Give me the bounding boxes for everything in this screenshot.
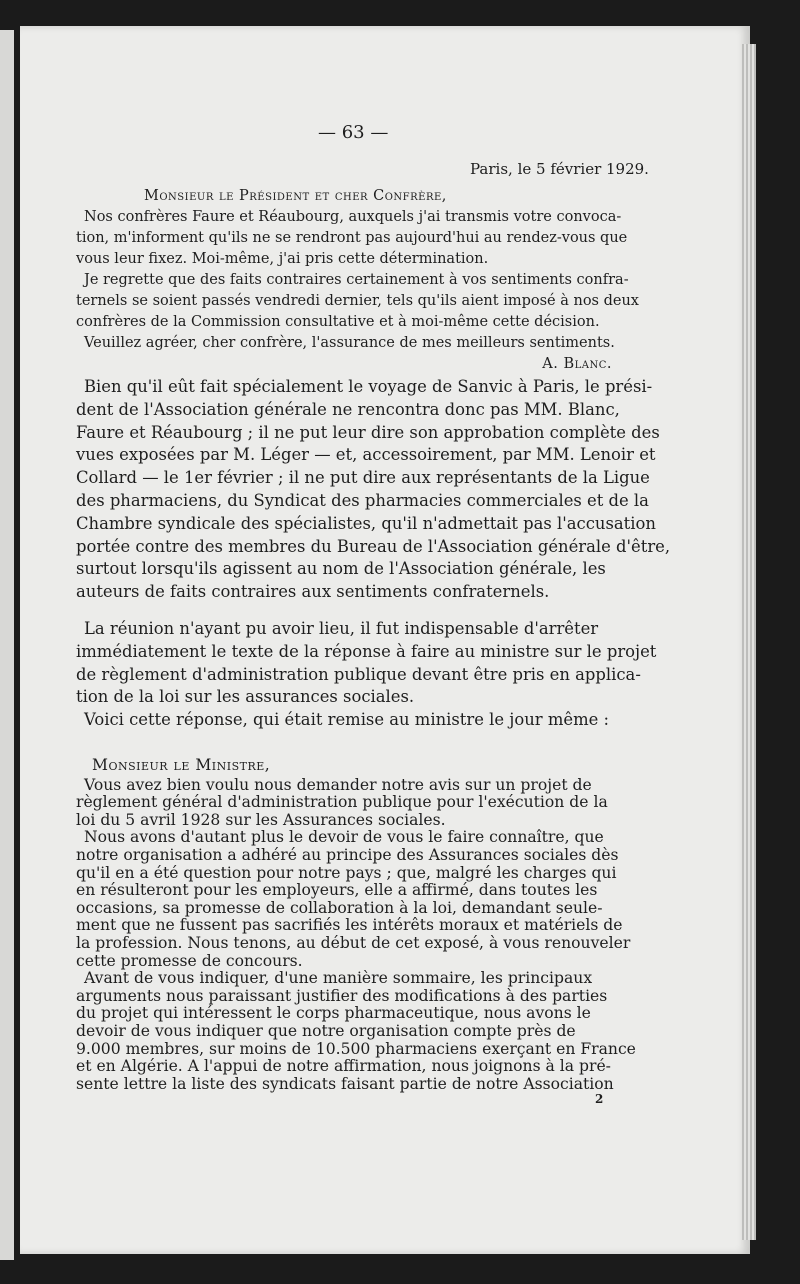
letter-line: Vous avez bien voulu nous demander notre avis sur un projet de [84, 775, 592, 794]
signature-mark: 2 [595, 1092, 604, 1106]
letter-line: Avant de vous indiquer, d'une manière sommaire, les principaux [84, 969, 593, 988]
letter-line: règlement général d'administration publique pour l'exécution de la [76, 793, 608, 812]
body-line: des pharmaciens, du Syndicat des pharmacies commerciales et de la [76, 490, 649, 510]
letter-signature: A. Blanc. [542, 356, 612, 372]
letter-president [76, 186, 646, 375]
letter-line: qu'il en a été question pour notre pays ; que, malgré les charges qui [76, 863, 617, 882]
letter-line: la profession. Nous tenons, au début de cet exposé, à vous renouveler [76, 933, 631, 952]
letter-line: confrères de la Commission consultative et à moi-même cette décision. [76, 314, 600, 330]
letter-line: Nous avons d'autant plus le devoir de vous le faire connaître, que [84, 828, 604, 847]
letter-line: du projet qui intéressent le corps pharmaceutique, nous avons le [76, 1004, 591, 1023]
letter-line: 9.000 membres, sur moins de 10.500 pharmaciens exerçant en France [76, 1039, 636, 1058]
body-line: surtout lorsqu'ils agissent au nom de l'Association générale, les [76, 559, 606, 579]
adjacent-page-edge [0, 30, 14, 1260]
body-line: auteurs de faits contraires aux sentiments confraternels. [76, 582, 550, 602]
body-line: de règlement d'administration publique devant être pris en applica- [76, 664, 641, 684]
letter-line: arguments nous paraissant justifier des modifications à des parties [76, 986, 608, 1005]
letter-dateline: Paris, le 5 février 1929. [470, 160, 649, 178]
body-line: Bien qu'il eût fait spécialement le voyage de Sanvic à Paris, le prési- [84, 377, 653, 396]
letter-line: notre organisation a adhéré au principe des Assurances sociales dès [76, 845, 619, 864]
body-text [76, 376, 671, 732]
page-number: — 63 — [318, 122, 389, 143]
letter-line: vous leur fixez. Moi-même, j'ai pris cette détermination. [76, 251, 489, 267]
letter-line: occasions, sa promesse de collaboration à la loi, demandant seule- [76, 898, 603, 917]
letter-line: ment que ne fussent pas sacrifiés les intérêts moraux et matériels de [76, 916, 623, 935]
letter-line: cette promesse de concours. [76, 951, 303, 970]
body-line: tion de la loi sur les assurances sociales. [76, 687, 415, 707]
body-line: La réunion n'ayant pu avoir lieu, il fut indispensable d'arrêter [84, 618, 599, 638]
letter-line: en résulteront pour les employeurs, elle a affirmé, dans toutes les [76, 881, 598, 900]
body-line: vues exposées par M. Léger — et, accessoirement, par MM. Lenoir et [76, 445, 656, 465]
body-line: dent de l'Association générale ne rencontra donc pas MM. Blanc, [76, 399, 620, 419]
letter-salutation: Monsieur le Ministre, [92, 756, 271, 774]
body-line: Chambre syndicale des spécialistes, qu'il n'admettait pas l'accusation [76, 513, 656, 533]
letter-line: devoir de vous indiquer que notre organisation compte près de [76, 1021, 576, 1040]
letter-line: ternels se soient passés vendredi dernier, tels qu'ils aient imposé à nos deux [76, 293, 639, 309]
letter-line: Nos confrères Faure et Réaubourg, auxquels j'ai transmis votre convoca- [84, 209, 622, 225]
body-line: immédiatement le texte de la réponse à faire au ministre sur le projet [76, 641, 657, 661]
letter-salutation: Monsieur le Président et cher Confrère, [144, 188, 447, 204]
letter-line: et en Algérie. A l'appui de notre affirmation, nous joignons à la pré- [76, 1057, 611, 1076]
page-stack-edge [742, 44, 756, 1240]
letter-line: tion, m'informent qu'ils ne se rendront pas aujourd'hui au rendez-vous que [76, 230, 628, 246]
body-line: portée contre des membres du Bureau de l'Association générale d'être, [76, 536, 671, 556]
letter-minister [76, 757, 646, 1093]
letter-line: Veuillez agréer, cher confrère, l'assurance de mes meilleurs sentiments. [84, 335, 615, 351]
body-line: Collard — le 1er février ; il ne put dire aux représentants de la Ligue [76, 468, 650, 488]
letter-line: Je regrette que des faits contraires certainement à vos sentiments confra- [84, 272, 629, 288]
body-line: Faure et Réaubourg ; il ne put leur dire son approbation complète des [76, 422, 660, 442]
body-line: Voici cette réponse, qui était remise au ministre le jour même : [84, 710, 610, 730]
letter-line: sente lettre la liste des syndicats faisant partie de notre Association [76, 1074, 614, 1093]
letter-line: loi du 5 avril 1928 sur les Assurances sociales. [76, 810, 446, 829]
